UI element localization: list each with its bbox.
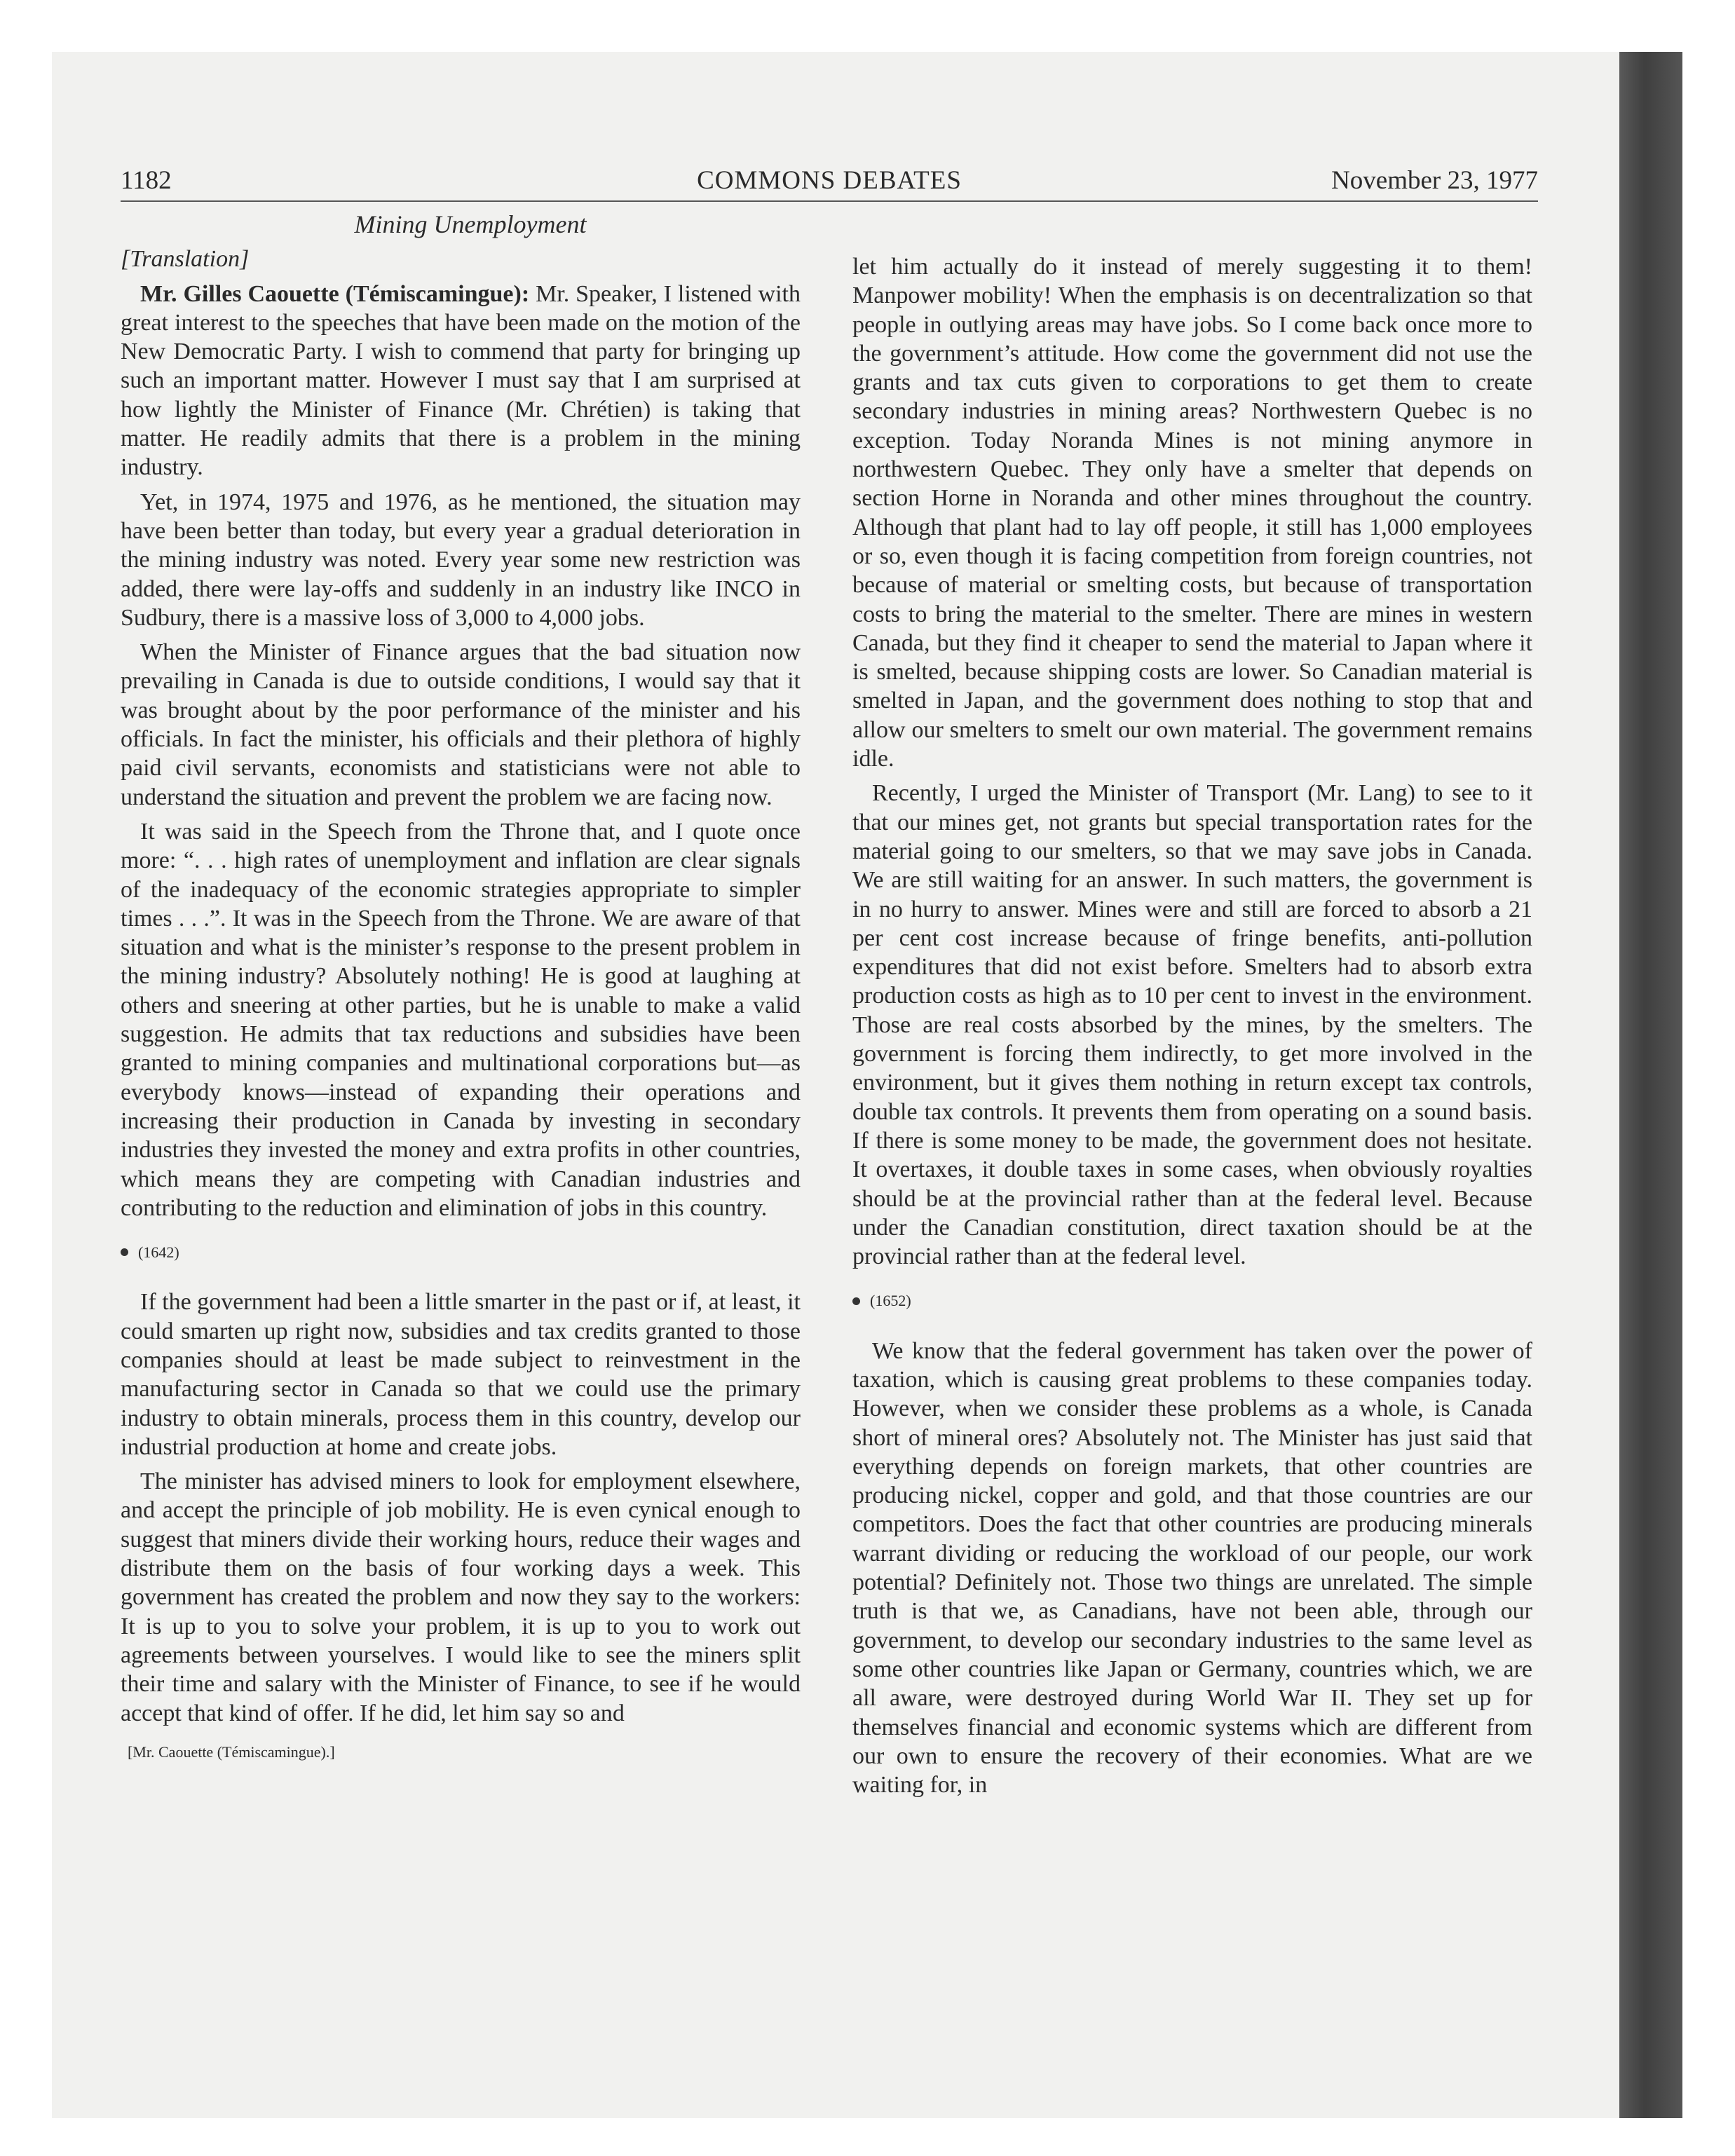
- paragraph: Yet, in 1974, 1975 and 1976, as he mentioned, the situation may have been better than today, but every year a gradual deterioration in the mining industry was noted. Every year some new restriction was added, there were lay-offs and suddenly in an industry like INCO in Sudbury, there is a massive loss of 3,000 to 4,000 jobs.: [121, 489, 801, 631]
- bullet-icon: [121, 1248, 128, 1256]
- paragraph-text: Mr. Speaker, I listened with great interest to the speeches that have been made on the motion of the New Democratic Party. I wish to commend that party for bringing up such an important matter. However I must say that I am surprised at how lightly the Minister of Finance (Mr. Chrétien) is taking that matter. He readily admits that there is a problem in the mining industry.: [121, 280, 801, 481]
- paragraph: If the government had been a little smarter in the past or if, at least, it could smarten up right now, subsidies and tax credits granted to those companies should at least be made subject to reinvestment in the manufacturing sector in Canada so that we could use the primary industry to obtain minerals, process them in this country, develop our industrial production at home and create jobs.: [121, 1289, 801, 1460]
- paragraph: It was said in the Speech from the Throne that, and I quote once more: “. . . high rates of unemployment and inflation are clear signals of the inadequacy of the economic strategies appropriate to simpler times . . .”. It was in the Speech from the Throne. We are aware of that situation and what is the minister’s response to the present problem in the mining industry? Absolutely nothing! He is good at laughing at others and sneering at other parties, but he is unable to make a valid suggestion. He admits that tax reductions and subsidies have been granted to mining companies and multinational corporations but—as everybody knows—instead of expanding their operations and increasing their production in Canada by investing in secondary industries they invested the money and extra profits in other countries, which means they are competing with Canadian industries and contributing to the reduction and elimination of jobs in this country.: [121, 818, 801, 1221]
- right-column: [852, 252, 1532, 1805]
- page-header: [121, 161, 1538, 202]
- speaker-name: Mr. Gilles Caouette (Témiscamingue):: [140, 280, 530, 307]
- paragraph: [121, 280, 801, 482]
- running-title: COMMONS DEBATES: [697, 166, 962, 195]
- scan-edge: [1619, 52, 1682, 2118]
- timestamp-text: (1642): [138, 1243, 179, 1262]
- translation-note: [Translation]: [121, 246, 250, 273]
- speaker-footnote: [Mr. Caouette (Témiscamingue).]: [128, 1742, 335, 1761]
- timestamp-text: (1652): [870, 1292, 911, 1310]
- paragraph: We know that the federal government has taken over the power of taxation, which is causing great problems to these companies today. However, when we consider these problems as a whole, is Canada short of mineral ores? Absolutely not. The Minister has just said that everything depends on foreign markets, that other countries are producing nickel, copper and gold, and that those countries are our competitors. Does the fact that other countries are producing minerals warrant dividing or reducing the workload of our people, our work potential? Definitely not. Those two things are unrelated. The simple truth is that we, as Canadians, have not been able, through our government, to develop our secondary industries to the same level as some other countries like Japan or Germany, countries which, we are all aware, were destroyed during World War II. They set up for themselves financial and economic systems which are different from our own to ensure the recovery of their economies. What are we waiting for, in: [852, 1337, 1532, 1799]
- timestamp-marker: [121, 1238, 801, 1267]
- section-subhead: Mining Unemployment: [354, 210, 587, 238]
- paragraph: When the Minister of Finance argues that the bad situation now prevailing in Canada is due to outside conditions, I would say that it was brought about by the poor performance of the minister and his officials. In fact the minister, his officials and their plethora of highly paid civil servants, economists and statisticians were not able to understand the situation and prevent the problem we are facing now.: [121, 639, 801, 810]
- paragraph: Recently, I urged the Minister of Transport (Mr. Lang) to see to it that our mines get, not grants but special transportation rates for the material going to our smelters, so that we may save jobs in Canada. We are still waiting for an answer. In such matters, the government is in no hurry to answer. Mines were and still are forced to absorb a 21 per cent cost increase because of fringe benefits, anti-pollution expenditures that did not exist before. Smelters had to absorb extra production costs as high as to 10 per cent to invest in the environment. Those are real costs absorbed by the mines, by the smelters. The government is forcing them indirectly, to get more involved in the environment, but it gives them nothing in return except tax controls, double tax controls. It prevents them from operating on a sound basis. If there is some money to be made, the government does not hesitate. It overtaxes, it double taxes in some cases, when obviously royalties should be at the provincial rather than at the federal level. Because under the Canadian constitution, direct taxation should be at the provincial rather than at the federal level.: [852, 780, 1532, 1270]
- bullet-icon: [852, 1297, 860, 1305]
- header-date: November 23, 1977: [1331, 166, 1538, 195]
- left-column: [121, 210, 801, 1766]
- page-number: 1182: [121, 166, 172, 195]
- paragraph: The minister has advised miners to look for employment elsewhere, and accept the principle of job mobility. He is even cynical enough to suggest that miners divide their working hours, reduce their wages and distribute them on the basis of four working days a week. This government has created the problem and now they say to the workers: It is up to you to solve your problem, it is up to you to work out agreements between yourselves. I would like to see the miners split their time and salary with the Minister of Finance, to see if he would accept that kind of offer. If he did, let him say so and: [121, 1468, 801, 1726]
- timestamp-marker: [852, 1286, 1532, 1315]
- paragraph: let him actually do it instead of merely suggesting it to them! Manpower mobility! When the emphasis is on decentralization so that people in outlying areas may have jobs. So I come back once more to the government’s attitude. How come the government did not use the grants and tax cuts given to corporations to get them to create secondary industries in mining areas? Northwestern Quebec is no exception. Today Noranda Mines is not mining anymore in northwestern Quebec. They only have a smelter that depends on section Horne in Noranda and other mines throughout the country. Although that plant had to lay off people, it still has 1,000 employees or so, even though it is facing competition from foreign countries, not because of material or smelting costs, but because of transportation costs to bring the material to the smelter. There are mines in western Canada, but they find it cheaper to send the material to Japan where it is smelted, because shipping costs are lower. So Canadian material is smelted in Japan, and the government does nothing to stop that and allow our smelters to smelt our own material. The government remains idle.: [852, 254, 1532, 772]
